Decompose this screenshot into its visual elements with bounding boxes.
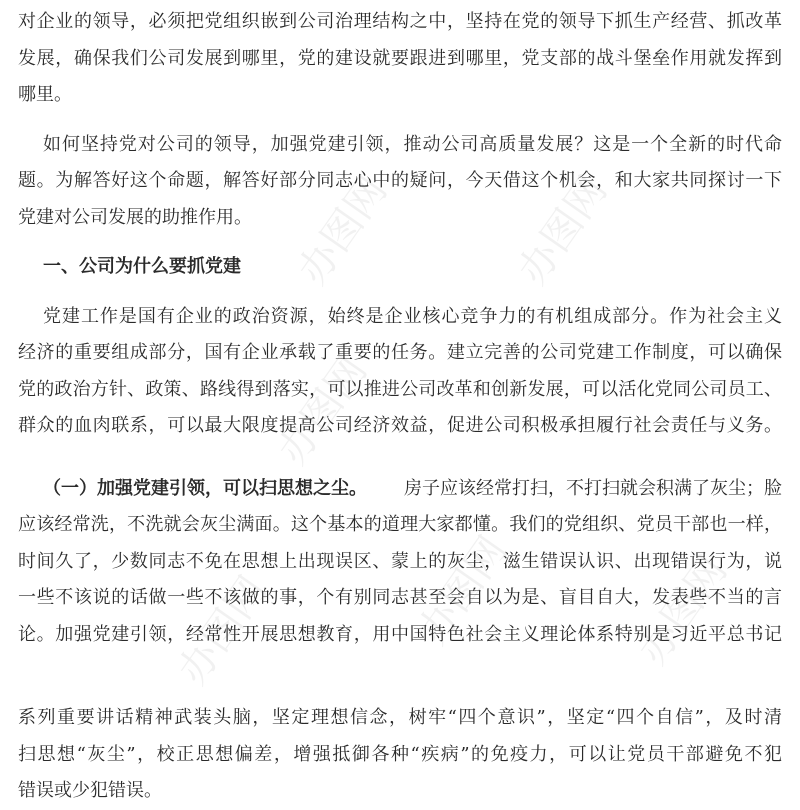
text-line: 错误或少犯错误。	[18, 780, 162, 801]
text-line: 论。加强党建引领，经常性开展思想教育，用中国特色社会主义理论体系特别是习近平总书记	[18, 623, 782, 645]
text-line: 一些不该说的话做一些不该做的事，个有别同志甚至会自以为是、盲目自大，发表些不当的言	[18, 587, 782, 608]
text-span: 房子应该经常打扫，不打扫就会积满了灰尘；脸	[404, 477, 782, 499]
text-line: 题。为解答好这个命题，解答好部分同志心中的疑问，今天借这个机会，和大家共同探讨一下	[18, 170, 782, 191]
watermark: 办图网	[509, 168, 617, 293]
text-line: 系列重要讲话精神武装头脑，坚定理想信念，树牢“四个意识”，坚定“四个自信”，及时清	[18, 707, 782, 728]
paragraph	[18, 471, 782, 654]
text-line: 对企业的领导，必须把党组织嵌到公司治理结构之中，坚持在党的领导下抓生产经营、抓改革	[18, 11, 782, 32]
document-page-2	[18, 700, 782, 810]
text-line: 哪里。	[18, 84, 72, 105]
text-line	[18, 471, 782, 508]
text-line: 如何坚持党对公司的领导，加强党建引领，推动公司高质量发展？这是一个全新的时代命	[43, 133, 782, 155]
subheading: （一）加强党建引领，可以扫思想之尘。	[43, 477, 367, 499]
text-line: 时间久了，少数同志不免在思想上出现误区、蒙上的灰尘，滋生错误认识、出现错误行为，说	[18, 550, 782, 572]
paragraph	[18, 127, 782, 237]
watermark: 办图网	[269, 348, 377, 473]
document-page-1	[18, 4, 782, 653]
text-line: 经济的重要组成部分，国有企业承载了重要的任务。建立完善的公司党建工作制度，可以确保	[18, 342, 782, 363]
text-line: 应该经常洗，不洗就会灰尘满面。这个基本的道理大家都懂。我们的党组织、党员干部也一样，	[18, 514, 782, 535]
text-line: 党的政治方针、政策、路线得到落实，可以推进公司改革和创新发展，可以活化党同公司员工、	[18, 378, 782, 400]
text-line: 党建对公司发展的助推作用。	[18, 206, 252, 228]
paragraph	[18, 700, 782, 810]
paragraph	[18, 4, 782, 114]
watermark: 办图网	[169, 568, 277, 693]
paragraph	[18, 299, 782, 445]
text-line: 群众的血肉联系，可以最大限度提高公司经济效益，促进公司积极承担履行社会责任与义务。	[18, 415, 782, 436]
text-line: 发展，确保我们公司发展到哪里，党的建设就要跟进到哪里，党支部的战斗堡垒作用就发挥到	[18, 47, 782, 69]
text-line: 党建工作是国有企业的政治资源，始终是企业核心竞争力的有机组成部分。作为社会主义	[43, 305, 782, 327]
watermark: 办图网	[289, 168, 397, 293]
section-heading: 一、公司为什么要抓党建	[43, 256, 241, 277]
watermark: 办图网	[629, 548, 737, 673]
text-line: 扫思想“灰尘”，校正思想偏差，增强抵御各种“疾病”的免疫力，可以让党员干部避免不犯	[18, 743, 782, 765]
watermark: 办图网	[409, 528, 517, 653]
